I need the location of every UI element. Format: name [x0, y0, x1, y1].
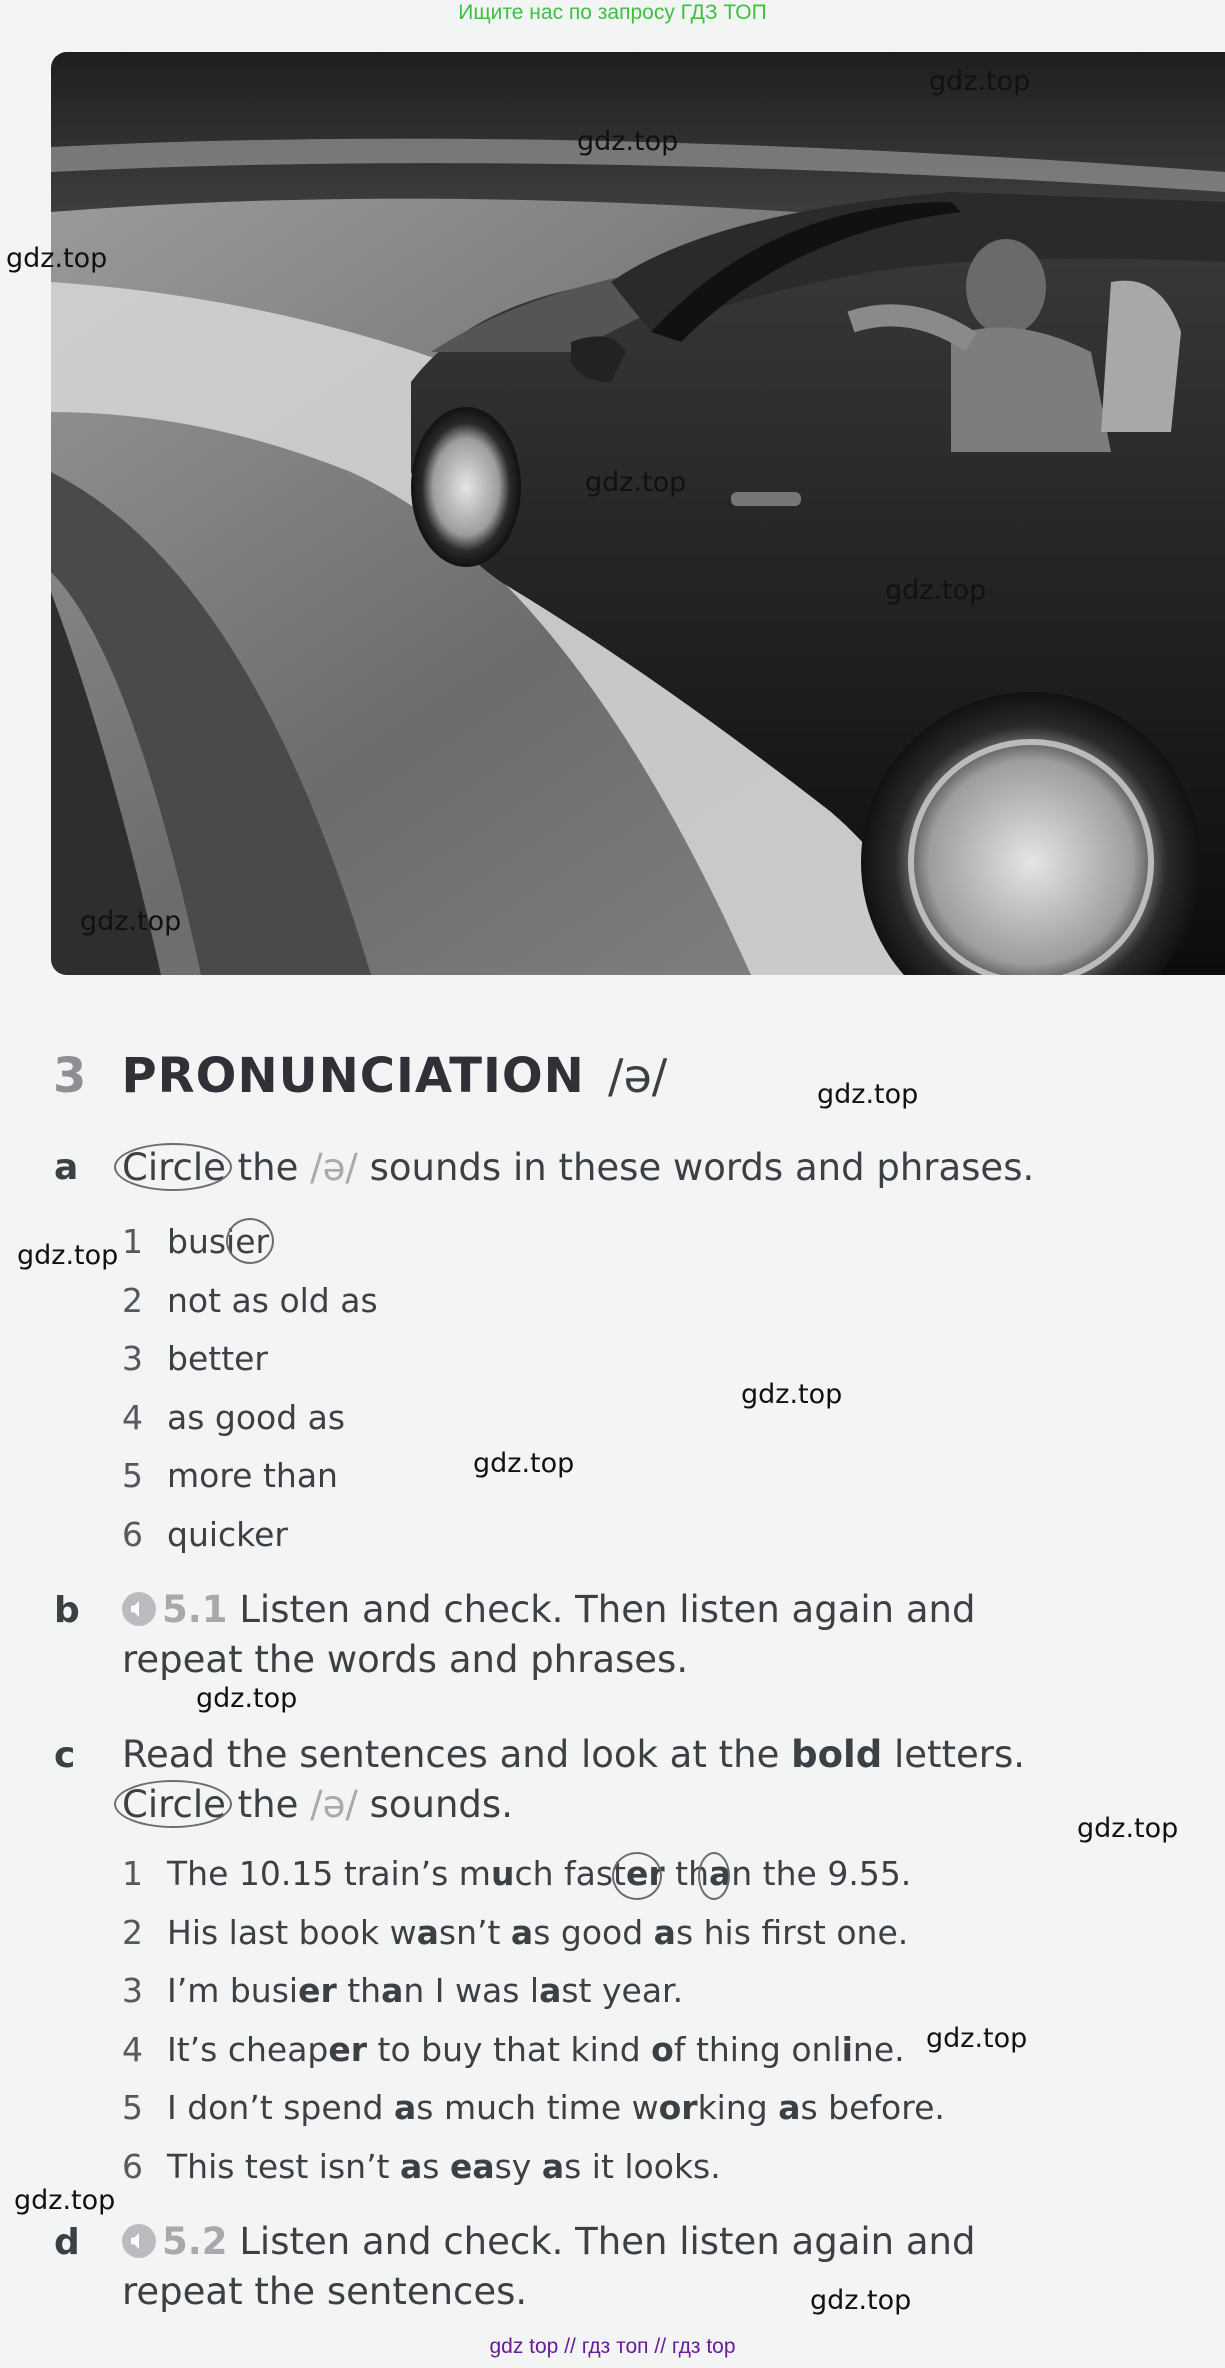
circle-mark [114, 1780, 232, 1828]
sentence-text: I’m busi [167, 1971, 299, 2010]
circle-mark [114, 1143, 232, 1191]
watermark: gdz.top [810, 2285, 912, 2316]
part-b-letter: b [54, 1590, 80, 1631]
watermark: gdz.top [473, 1448, 575, 1479]
sentence-text: th [336, 1971, 382, 2010]
item-number: 6 [122, 1515, 143, 1554]
list-item [122, 1279, 378, 1323]
part-c-instruction: Read the sentences and look at the bold letters. Circle the /ə/ sounds. [122, 1730, 1025, 1830]
bold-letters: a [394, 2088, 417, 2127]
item-number: 2 [122, 1281, 143, 1320]
sentence-item [122, 1911, 908, 1955]
bold-letters: u [490, 1854, 515, 1893]
sentence-text: s before. [800, 2088, 945, 2127]
car-photo [51, 52, 1225, 975]
part-d-letter: d [54, 2222, 80, 2263]
bold-letters: a [539, 1971, 562, 2010]
item-number: 4 [122, 2030, 143, 2069]
item-text: quicker [167, 1515, 288, 1554]
watermark: gdz.top [80, 906, 182, 937]
sentence-text: th [664, 1854, 709, 1893]
bold-letters: a [709, 1854, 732, 1893]
item-number: 1 [122, 1222, 143, 1261]
section-title: PRONUNCIATION [121, 1048, 585, 1104]
bold-letters: i [841, 2030, 853, 2069]
part-b-instruction: 5.1 Listen and check. Then listen again and repeat the words and phrases. [122, 1588, 976, 1681]
car-illustration [51, 52, 1225, 975]
item-text: as good as [167, 1398, 346, 1437]
part-a-letter: a [54, 1147, 79, 1188]
part-a-instruction: Circle the /ə/ sounds in these words and phrases. [122, 1143, 1034, 1193]
circled-word: Circle [122, 1780, 226, 1830]
item-number: 4 [122, 1398, 143, 1437]
list-item [122, 1396, 345, 1440]
sentence-item [122, 2086, 945, 2130]
sentence-text: s much time w [416, 2088, 659, 2127]
bold-letters: a [510, 1913, 534, 1952]
sentence-text: s it looks. [564, 2147, 721, 2186]
circled-word: Circle [122, 1143, 226, 1193]
circle-mark [698, 1852, 730, 1900]
sentence-text: sn’t [438, 1913, 511, 1952]
sentence-text: sy [494, 2147, 542, 2186]
watermark: gdz.top [17, 1240, 119, 1271]
part-d-instruction: 5.2 Listen and check. Then listen again and repeat the sentences. [122, 2220, 976, 2313]
bold-letters: a [778, 2088, 801, 2127]
watermark: gdz.top [585, 467, 687, 498]
watermark: gdz.top [817, 1079, 919, 1110]
footer-links[interactable]: gdz top // гдз топ // гдз top [489, 2335, 736, 2358]
bold-letters: er [626, 1854, 665, 1893]
list-item [122, 1513, 288, 1557]
bold-letters: a [541, 2147, 565, 2186]
bold-letters: er [328, 2030, 368, 2069]
watermark: gdz.top [929, 66, 1031, 97]
item-number: 6 [122, 2147, 143, 2186]
circle-mark [612, 1852, 662, 1900]
watermark: gdz.top [14, 2185, 116, 2216]
section-heading [53, 1048, 667, 1104]
sentence-text: s his first one. [675, 1913, 909, 1952]
sentence-text: The 10.15 train’s m [167, 1854, 491, 1893]
bold-letters: ea [449, 2147, 495, 2186]
item-number: 3 [122, 1339, 143, 1378]
sentence-text: s good [533, 1913, 654, 1952]
list-item [122, 1337, 268, 1381]
item-number: 2 [122, 1913, 143, 1952]
sentence-item [122, 2028, 905, 2072]
watermark: gdz.top [885, 575, 987, 606]
sentence-text: It’s cheap [167, 2030, 329, 2069]
watermark: gdz.top [196, 1683, 298, 1714]
watermark: gdz.top [6, 243, 108, 274]
audio-track[interactable]: 5.1 [162, 1588, 228, 1631]
sentence-text: st year. [561, 1971, 684, 2010]
sentence-item [122, 1852, 911, 1896]
item-number: 5 [122, 2088, 143, 2127]
bold-letters: or [658, 2088, 698, 2127]
circle-mark [226, 1218, 274, 1264]
sentence-text: I don’t spend [167, 2088, 394, 2127]
sentence-text: ch fast [514, 1854, 626, 1893]
part-c-letter: c [54, 1735, 76, 1776]
bold-letters: er [298, 1971, 337, 2010]
item-number: 1 [122, 1854, 143, 1893]
list-item [122, 1454, 338, 1498]
top-banner[interactable]: Ищите нас по запросу ГДЗ ТОП [458, 1, 767, 24]
sentence-text: to buy that kind [367, 2030, 652, 2069]
sentence-text: f thing onl [673, 2030, 842, 2069]
watermark: gdz.top [1077, 1813, 1179, 1844]
bold-letters: a [399, 2147, 423, 2186]
audio-track[interactable]: 5.2 [162, 2220, 228, 2263]
item-text: more than [167, 1456, 338, 1495]
item-text: not as old as [167, 1281, 378, 1320]
watermark: gdz.top [577, 126, 679, 157]
bold-letters: a [381, 1971, 404, 2010]
audio-icon[interactable] [122, 2224, 156, 2258]
section-number: 3 [53, 1048, 87, 1104]
watermark: gdz.top [741, 1379, 843, 1410]
item-number: 3 [122, 1971, 143, 2010]
section-ipa: /ə/ [607, 1049, 668, 1103]
item-text: busier [167, 1222, 270, 1261]
sentence-text: king [697, 2088, 779, 2127]
watermark: gdz.top [926, 2023, 1028, 2054]
sentence-item [122, 1969, 683, 2013]
bold-letters: a [416, 1913, 439, 1952]
sentence-text: His last book w [167, 1913, 417, 1952]
sentence-text: This test isn’t [167, 2147, 400, 2186]
sentence-text: ne. [852, 2030, 905, 2069]
sentence-text: n I was l [403, 1971, 540, 2010]
sentence-text: n the 9.55. [731, 1854, 912, 1893]
sentence-item [122, 2145, 721, 2189]
bold-letters: o [651, 2030, 674, 2069]
audio-icon[interactable] [122, 1592, 156, 1626]
sentence-text: s [422, 2147, 450, 2186]
item-text: better [167, 1339, 268, 1378]
item-number: 5 [122, 1456, 143, 1495]
bold-letters: a [653, 1913, 676, 1952]
